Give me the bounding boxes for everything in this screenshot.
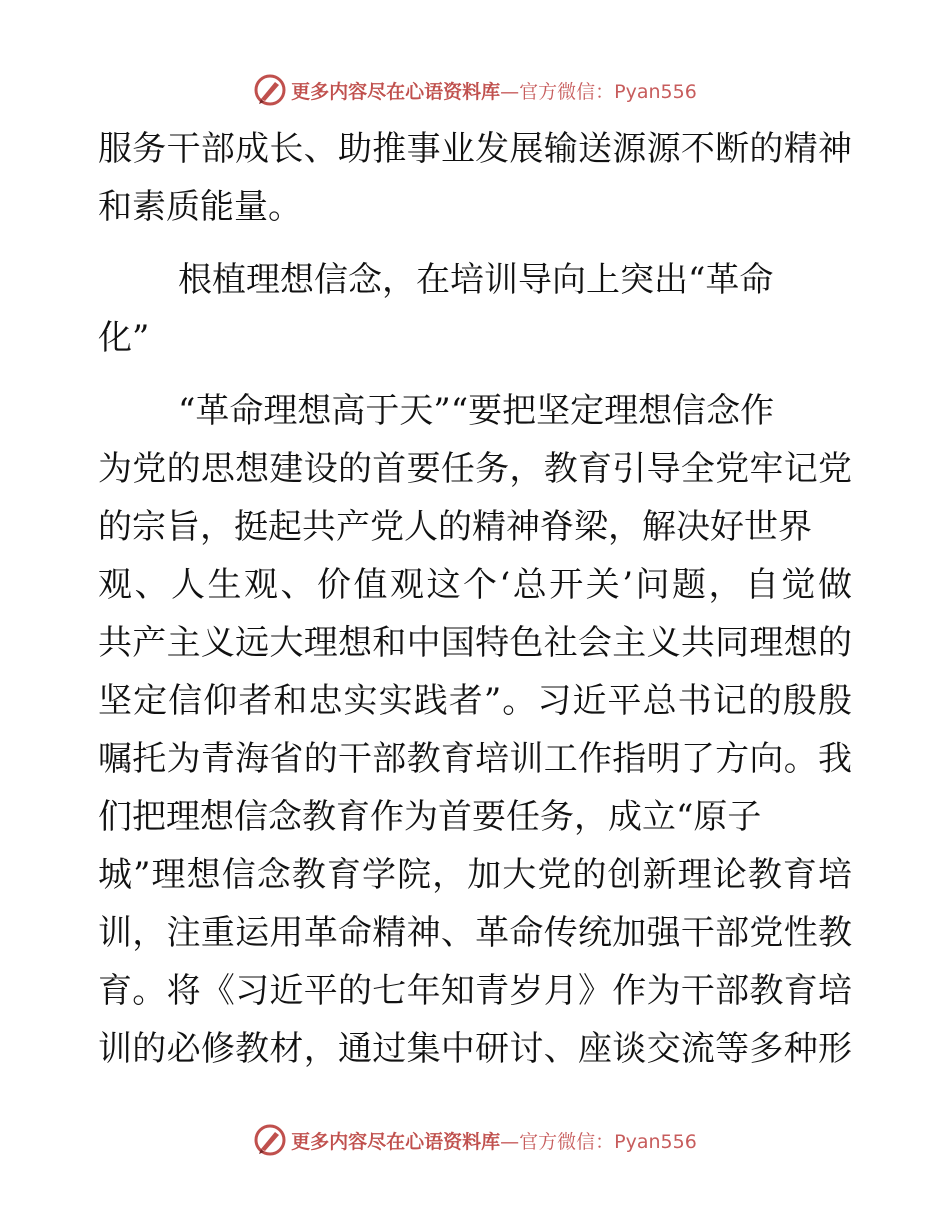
watermark-separator: —: [500, 80, 520, 103]
footer-watermark-text: [291, 1127, 697, 1154]
watermark-brand: 更多内容尽在心语资料库: [291, 1130, 501, 1153]
paragraph-line-2: 为党的思想建设的首要任务，教育引导全党牢记党: [98, 449, 852, 489]
pen-logo-icon: [253, 73, 287, 107]
paragraph-line-4: 观、人生观、价值观这个‘总开关’问题，自觉做: [98, 565, 852, 605]
paragraph-line-1: “革命理想高于天”“要把坚定理想信念作: [178, 391, 775, 431]
watermark-official-account: 官方微信：Pyan556: [519, 1130, 697, 1153]
paragraph-line-10: 训，注重运用革命精神、革命传统加强干部党性教: [98, 913, 852, 953]
paragraph-line-7: 嘱托为青海省的干部教育培训工作指明了方向。我: [98, 739, 852, 779]
paragraph-line-8: 们把理想信念教育作为首要任务，成立“原子: [98, 797, 762, 837]
pen-logo-icon: [253, 1123, 287, 1157]
paragraph-line-9: 城”理想信念教育学院，加大党的创新理论教育培: [98, 855, 852, 895]
header-watermark-text: [291, 77, 697, 104]
paragraph-line-11: 育。将《习近平的七年知青岁月》作为干部教育培: [98, 971, 852, 1011]
watermark-separator: —: [500, 1130, 520, 1153]
paragraph-line-12: 训的必修教材，通过集中研讨、座谈交流等多种形: [98, 1029, 852, 1069]
watermark-brand: 更多内容尽在心语资料库: [291, 80, 501, 103]
intro-line-1: 服务干部成长、助推事业发展输送源源不断的精神: [98, 129, 852, 169]
section-heading-line-1: 根植理想信念，在培训导向上突出“革命: [178, 260, 774, 300]
paragraph-line-5: 共产主义远大理想和中国特色社会主义共同理想的: [98, 623, 852, 663]
paragraph-line-6: 坚定信仰者和忠实实践者”。习近平总书记的殷殷: [98, 681, 852, 721]
document-body: [98, 120, 852, 1078]
footer-watermark-banner: [0, 1120, 950, 1160]
intro-line-2: 和素质能量。: [98, 187, 302, 227]
paragraph-line-3: 的宗旨，挺起共产党人的精神脊梁，解决好世界: [98, 507, 812, 547]
watermark-official-account: 官方微信：Pyan556: [519, 80, 697, 103]
section-heading-line-2: 化”: [98, 318, 150, 358]
header-watermark-banner: [0, 70, 950, 110]
